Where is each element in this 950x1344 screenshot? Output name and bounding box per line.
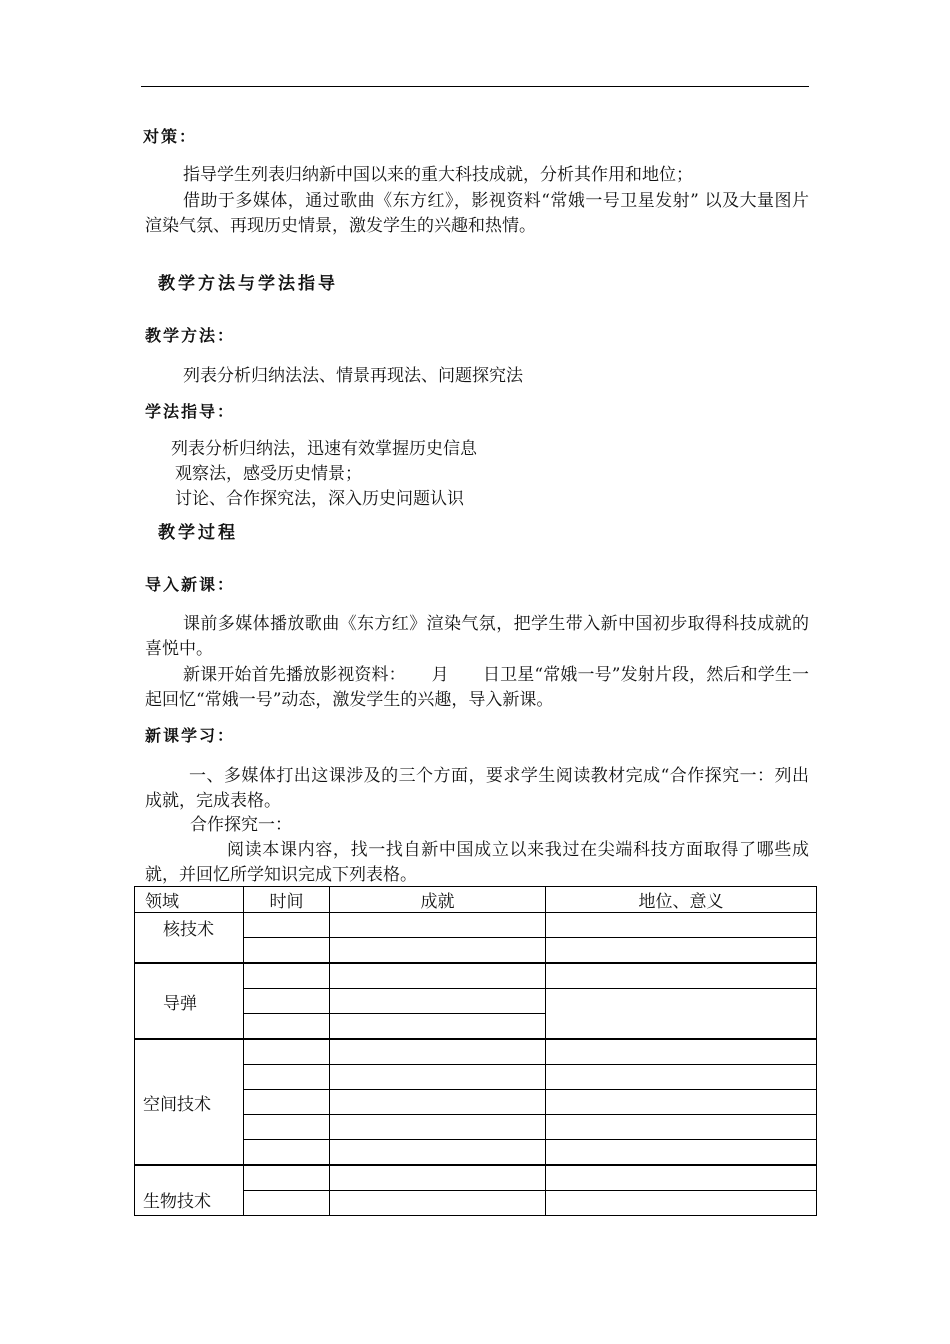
new-lesson-paragraph-1: 一、多媒体打出这课涉及的三个方面，要求学生阅读教材完成“合作探究一：列出成就，完成表格。 [145, 766, 809, 811]
table-cell[interactable] [546, 938, 817, 964]
table-cell[interactable] [546, 1140, 817, 1166]
table-cell[interactable] [244, 1014, 330, 1040]
table-cell[interactable] [244, 989, 330, 1014]
table-cell[interactable] [330, 1191, 546, 1216]
process-section-title: 教学过程 [158, 523, 238, 543]
table-cell[interactable] [244, 913, 330, 938]
table-cell[interactable] [330, 1165, 546, 1191]
table-row [135, 1039, 817, 1065]
table-cell[interactable] [244, 938, 330, 964]
table-cell[interactable] [546, 989, 817, 1040]
methods-section-title: 教学方法与学法指导 [158, 274, 338, 294]
cooperative-inquiry-text: 阅读本课内容，找一找自新中国成立以来我过在尖端科技方面取得了哪些成就，并回忆所学知识完成下列表格。 [145, 840, 809, 885]
intro-paragraph-2: 新课开始首先播放影视资料： 月 日卫星“常娥一号”发射片段，然后和学生一起回忆“常娥一号”动态，激发学生的兴趣，导入新课。 [145, 665, 809, 710]
header-achievement: 成就 [330, 887, 546, 913]
table-cell[interactable] [244, 1165, 330, 1191]
table-cell[interactable] [546, 1165, 817, 1191]
table-cell[interactable] [244, 1039, 330, 1065]
group-nuclear-technology: 核技术 [135, 913, 244, 964]
intro-heading: 导入新课： [145, 575, 236, 594]
table-cell[interactable] [244, 1140, 330, 1166]
header-field: 领域 [135, 887, 244, 913]
countermeasures-heading: 对策： [143, 127, 198, 146]
study-guide-item-2: 观察法，感受历史情景； [175, 464, 362, 484]
group-missiles: 导弹 [135, 963, 244, 1039]
table-cell[interactable] [330, 989, 546, 1014]
intro-paragraph-1: 课前多媒体播放歌曲《东方红》渲染气氛，把学生带入新中国初步取得科技成就的喜悦中。 [145, 614, 809, 659]
achievements-table [134, 886, 817, 1216]
table-row [135, 1165, 817, 1191]
table-cell[interactable] [330, 938, 546, 964]
table-cell[interactable] [244, 963, 330, 989]
table-cell[interactable] [546, 1039, 817, 1065]
table-cell[interactable] [330, 963, 546, 989]
teaching-method-text: 列表分析归纳法法、情景再现法、问题探究法 [183, 366, 523, 386]
table-row [135, 963, 817, 989]
table-header-row [135, 887, 817, 913]
table-cell[interactable] [244, 1115, 330, 1140]
teaching-method-heading: 教学方法： [145, 326, 236, 345]
table-cell[interactable] [330, 1140, 546, 1166]
table-cell[interactable] [330, 1090, 546, 1115]
header-time: 时间 [244, 887, 330, 913]
countermeasure-item-2: 借助于多媒体，通过歌曲《东方红》，影视资料“常娥一号卫星发射” 以及大量图片渲染气氛、再现历史情景，激发学生的兴趣和热情。 [145, 191, 809, 236]
table-cell[interactable] [546, 1090, 817, 1115]
table-cell[interactable] [330, 1014, 546, 1040]
study-guide-heading: 学法指导： [145, 402, 236, 421]
table-cell[interactable] [330, 913, 546, 938]
study-guide-item-1: 列表分析归纳法，迅速有效掌握历史信息 [171, 439, 477, 459]
table-cell[interactable] [546, 913, 817, 938]
countermeasure-item-1: 指导学生列表归纳新中国以来的重大科技成就，分析其作用和地位； [183, 165, 693, 185]
table-cell[interactable] [546, 963, 817, 989]
table-cell[interactable] [330, 1065, 546, 1090]
table-cell[interactable] [244, 1090, 330, 1115]
table-cell[interactable] [244, 1065, 330, 1090]
table-row [135, 913, 817, 938]
new-lesson-heading: 新课学习： [145, 726, 236, 745]
table-cell[interactable] [546, 1191, 817, 1216]
group-space-technology: 空间技术 [135, 1039, 244, 1165]
table-cell[interactable] [244, 1191, 330, 1216]
table-cell[interactable] [546, 1115, 817, 1140]
cooperative-inquiry-label: 合作探究一： [190, 815, 292, 835]
header-rule [141, 86, 809, 87]
study-guide-item-3: 讨论、合作探究法，深入历史问题认识 [175, 489, 464, 509]
table-cell[interactable] [546, 1065, 817, 1090]
group-biotechnology: 生物技术 [135, 1165, 244, 1216]
header-significance: 地位、意义 [546, 887, 817, 913]
table-cell[interactable] [330, 1115, 546, 1140]
table-cell[interactable] [330, 1039, 546, 1065]
